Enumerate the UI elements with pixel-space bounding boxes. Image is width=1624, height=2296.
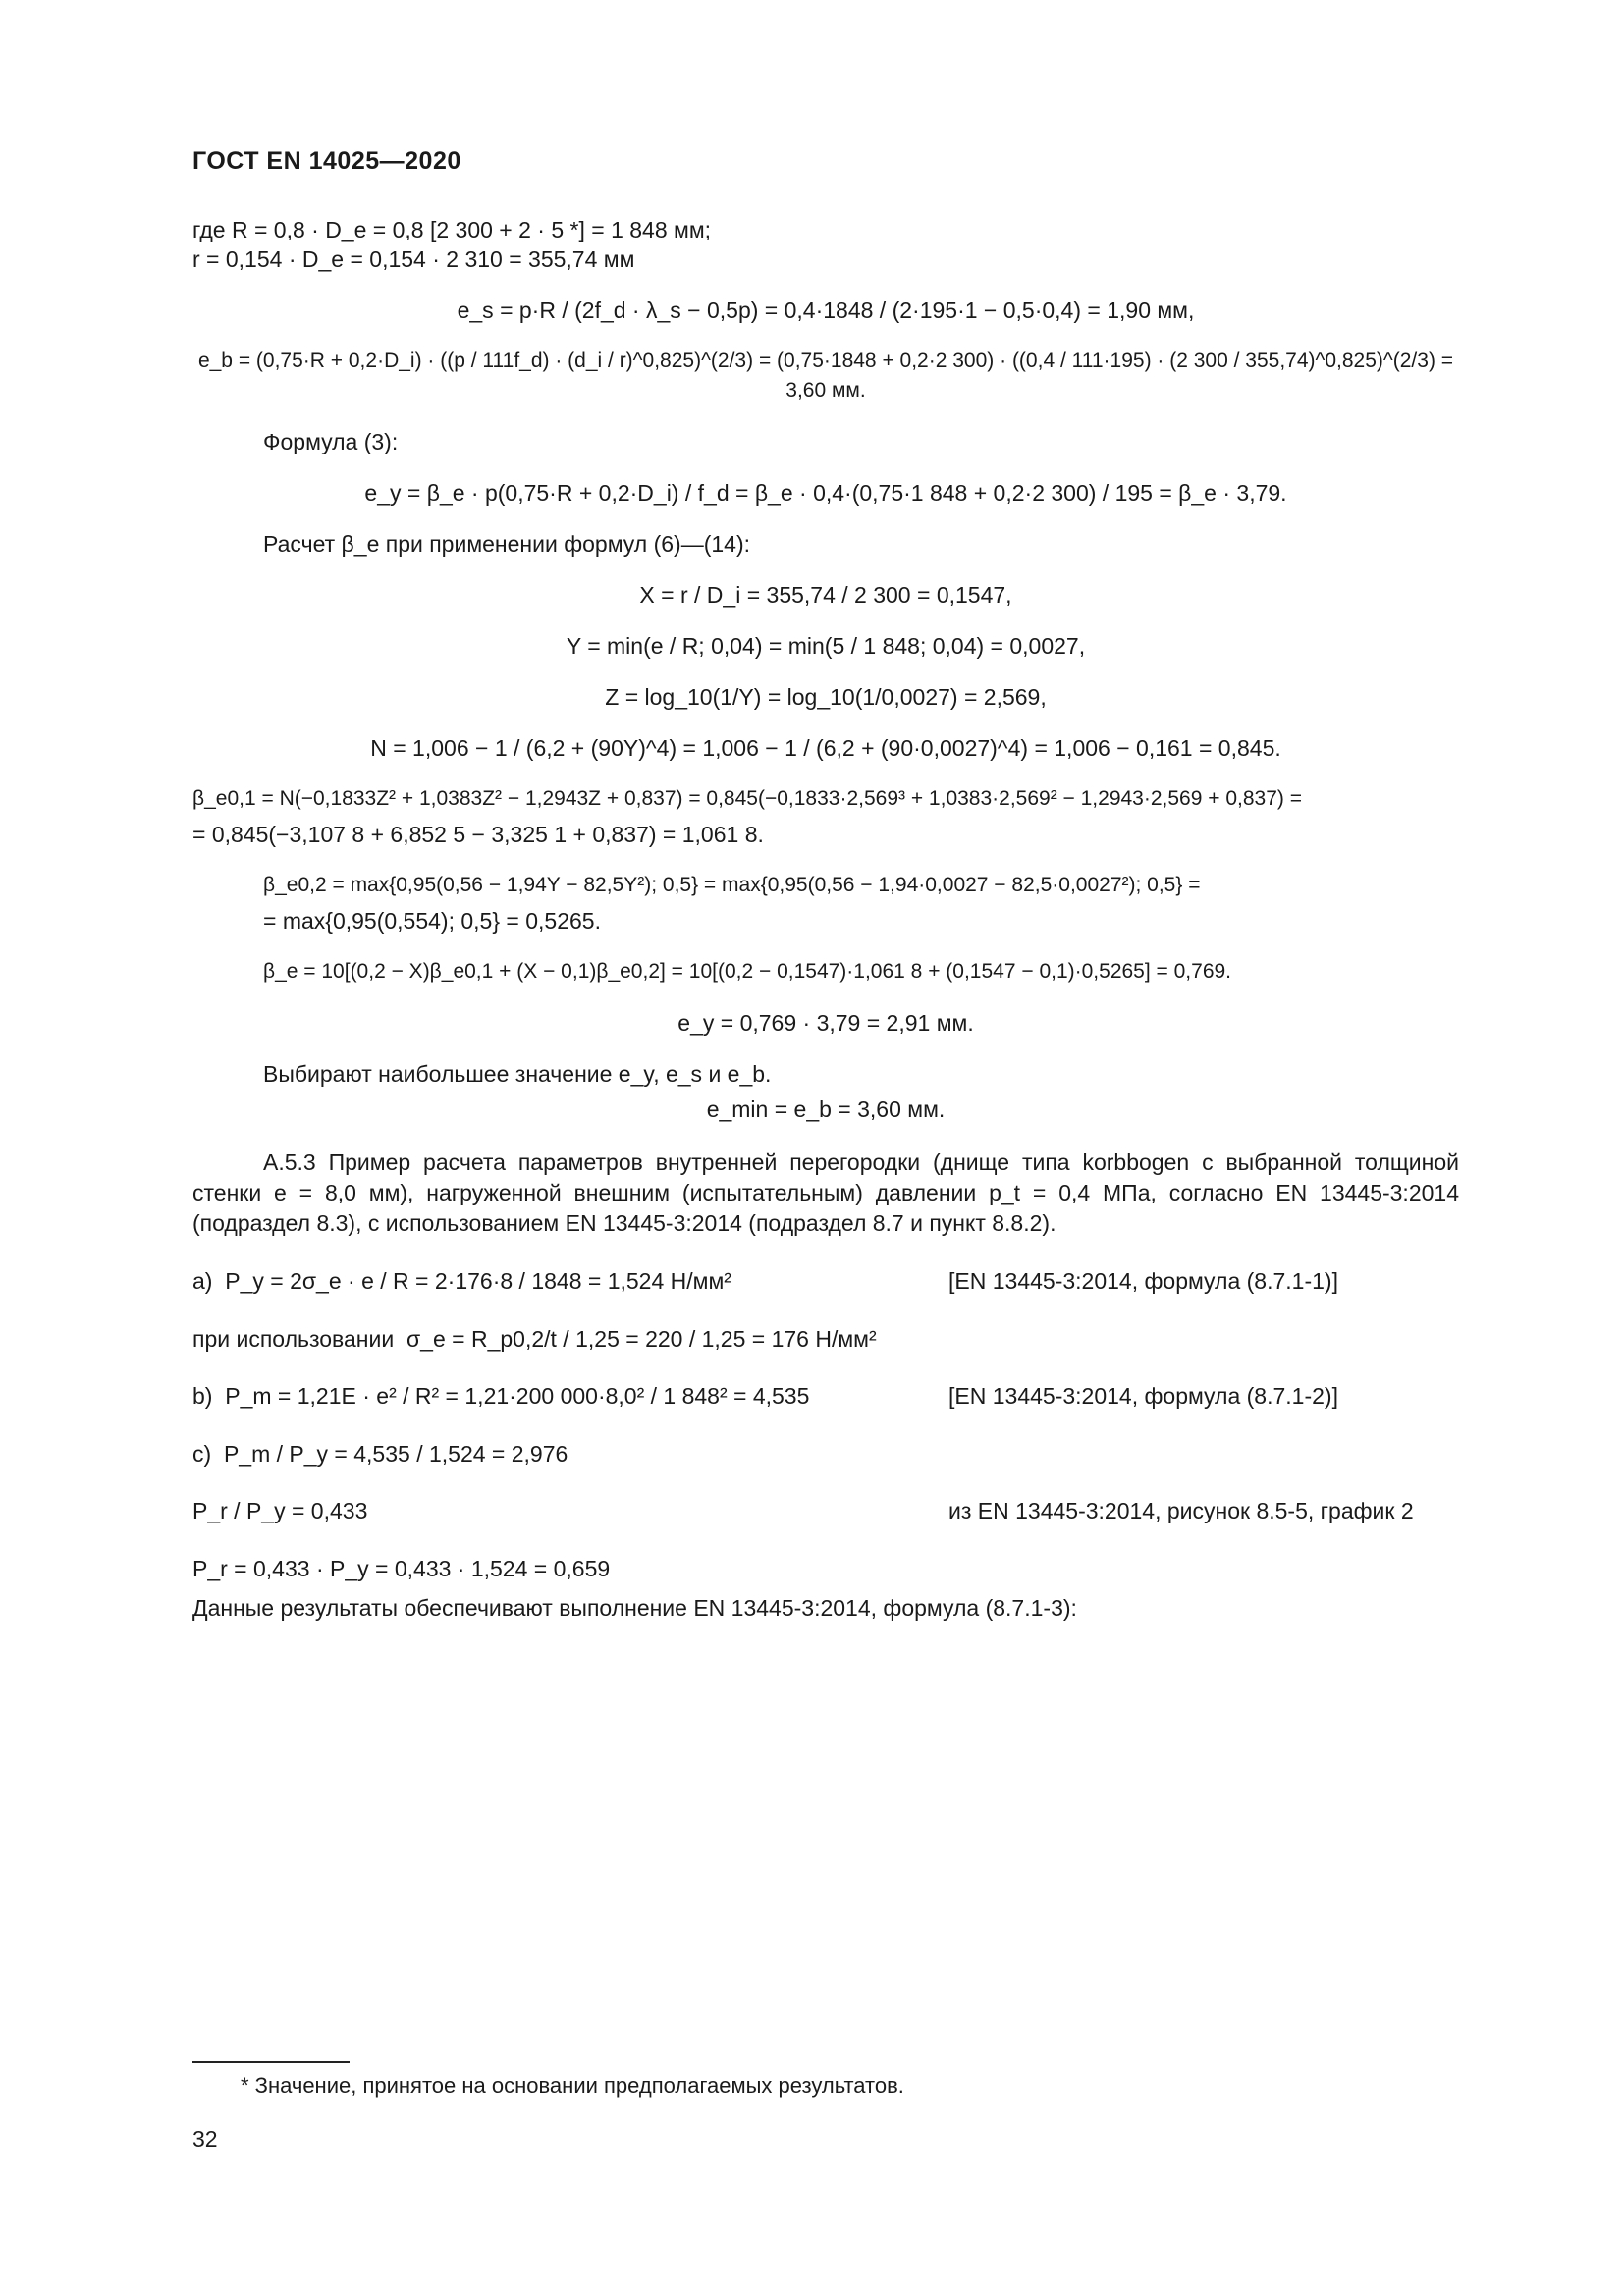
item-a-row bbox=[192, 1268, 1459, 1295]
equation-X: X = r / D_i = 355,74 / 2 300 = 0,1547, bbox=[639, 582, 1012, 608]
equation-Y: Y = min(e / R; 0,04) = min(5 / 1 848; 0,04) = 0,0027, bbox=[566, 633, 1086, 659]
item-b-reference: [EN 13445-3:2014, формула (8.7.1-2)] bbox=[948, 1383, 1338, 1409]
beta-label: Расчет β_e при применении формул (6)—(14): bbox=[263, 531, 750, 557]
pr-ratio-formula: P_r / P_y = 0,433 bbox=[192, 1498, 368, 1523]
formula3-label: Формула (3): bbox=[263, 429, 399, 454]
footnote-divider bbox=[192, 2061, 350, 2063]
equation-N: N = 1,006 − 1 / (6,2 + (90Y)^4) = 1,006 − 1 / (6,2 + (90·0,0027)^4) = 1,006 − 0,161 = 0,845. bbox=[370, 735, 1281, 761]
equation-emin: e_min = e_b = 3,60 мм. bbox=[706, 1096, 946, 1122]
pr-value-line: P_r = 0,433 · P_y = 0,433 · 1,524 = 0,659 bbox=[192, 1556, 611, 1581]
equation-ey: e_y = β_e · p(0,75·R + 0,2·D_i) / f_d = β_e · 0,4·(0,75·1 848 + 0,2·2 300) / 195 = β_e · 3,79. bbox=[364, 480, 1287, 506]
document-header: ГОСТ EN 14025—2020 bbox=[192, 147, 461, 175]
item-b-row bbox=[192, 1383, 1459, 1410]
document-page bbox=[192, 147, 1459, 1623]
sigma-formula: при использовании σ_e = R_p0,2/t / 1,25 = 220 / 1,25 = 176 Н/мм² bbox=[192, 1326, 877, 1352]
pr-ratio-row bbox=[192, 1498, 1459, 1524]
where-block bbox=[192, 215, 1459, 274]
equation-beta-e01-line2: = 0,845(−3,107 8 + 6,852 5 − 3,325 1 + 0,837) = 1,061 8. bbox=[192, 822, 764, 847]
equation-beta-e01-line1: β_e0,1 = N(−0,1833Z² + 1,0383Z² − 1,2943Z + 0,837) = 0,845(−0,1833·2,569³ + 1,0383·2,569² − 1,2943·2,569 + 0,837) = bbox=[192, 787, 1302, 810]
equation-beta-e02-line2: = max{0,95(0,554); 0,5} = 0,5265. bbox=[263, 908, 601, 934]
section-a53-paragraph: А.5.3 Пример расчета параметров внутренней перегородки (днище типа korbbogen с выбранной толщиной стенки e = 8,0 мм), нагруженной внешним (испытательным) давлении p_t = 0,4 МПа, согласно EN 13445-3:2014 (подраздел 8.3), с использованием EN 13445-3:2014 (подраздел 8.7 и пункт 8.8.2). bbox=[192, 1149, 1459, 1236]
equation-beta-e: β_e = 10[(0,2 − X)β_e0,1 + (X − 0,1)β_e0,2] = 10[(0,2 − 0,1547)·1,061 8 + (0,1547 − 0,1)·0,5265] = 0,769. bbox=[263, 960, 1232, 983]
item-a-formula: a) P_y = 2σ_e · e / R = 2·176·8 / 1848 = 1,524 Н/мм² bbox=[192, 1268, 731, 1294]
equation-es: e_s = p·R / (2f_d · λ_s − 0,5p) = 0,4·1848 / (2·195·1 − 0,5·0,4) = 1,90 мм, bbox=[457, 297, 1195, 323]
page-number: 32 bbox=[192, 2126, 218, 2152]
where-line-r: r = 0,154 · D_e = 0,154 · 2 310 = 355,74 мм bbox=[192, 246, 635, 272]
choose-line: Выбирают наибольшее значение e_y, e_s и e_b. bbox=[263, 1061, 772, 1087]
equation-ey-value: e_y = 0,769 · 3,79 = 2,91 мм. bbox=[677, 1010, 974, 1036]
item-b-formula: b) P_m = 1,21E · e² / R² = 1,21·200 000·8,0² / 1 848² = 4,535 bbox=[192, 1383, 810, 1409]
equation-Z: Z = log_10(1/Y) = log_10(1/0,0027) = 2,569, bbox=[605, 684, 1047, 710]
pr-ratio-reference: из EN 13445-3:2014, рисунок 8.5-5, график 2 bbox=[948, 1498, 1414, 1523]
footnote-text: * Значение, принятое на основании предполагаемых результатов. bbox=[241, 2073, 904, 2098]
equation-beta-e02-line1: β_e0,2 = max{0,95(0,56 − 1,94Y − 82,5Y²); 0,5} = max{0,95(0,56 − 1,94·0,0027 − 82,5·0,0027²); 0,5} = bbox=[263, 874, 1201, 896]
where-line-R: где R = 0,8 · D_e = 0,8 [2 300 + 2 · 5 *] = 1 848 мм; bbox=[192, 217, 712, 242]
item-c-formula: c) P_m / P_y = 4,535 / 1,524 = 2,976 bbox=[192, 1441, 568, 1467]
equation-eb: e_b = (0,75·R + 0,2·D_i) · ((p / 111f_d) · (d_i / r)^0,825)^(2/3) = (0,75·1848 + 0,2·2 300) · ((0,4 / 111·195) · (2 300 / 355,74)^0,825)^(2/3) = 3,60 мм. bbox=[197, 349, 1454, 401]
item-a-reference: [EN 13445-3:2014, формула (8.7.1-1)] bbox=[948, 1268, 1338, 1294]
conclusion-line: Данные результаты обеспечивают выполнение EN 13445-3:2014, формула (8.7.1-3): bbox=[192, 1595, 1077, 1621]
